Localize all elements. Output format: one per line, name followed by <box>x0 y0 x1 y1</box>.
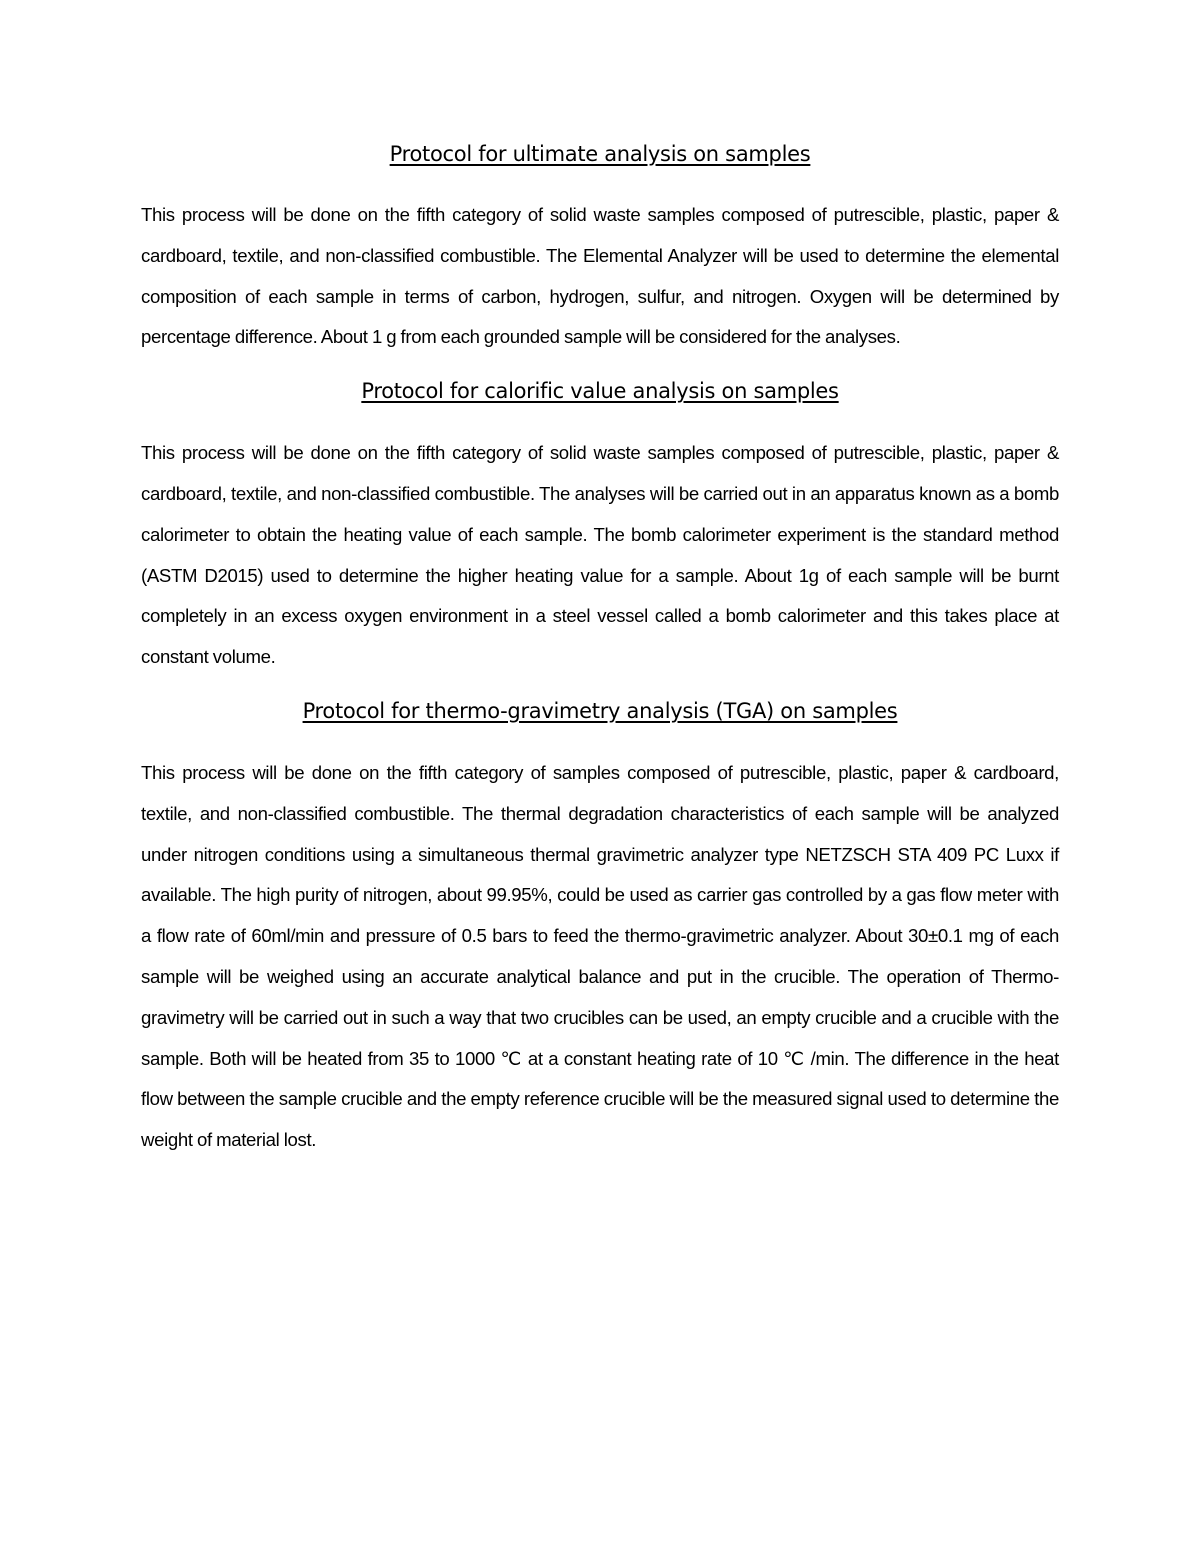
section-body-ultimate-analysis: This process will be done on the fifth category of solid waste samples composed of putrescible, plastic, paper & cardboard, textile, and non-classified combustible. The Elemental Analyzer will be used to determine the elemental composition of each sample in terms of carbon, hydrogen, sulfur, and nitrogen. Oxygen will be determined by percentage difference. About 1 g from each grounded sample will be considered for the analyses. <box>141 204 1059 348</box>
document-content <box>141 140 1059 1161</box>
section-body-calorific-value: This process will be done on the fifth category of solid waste samples composed of putrescible, plastic, paper & cardboard, textile, and non-classified combustible. The analyses will be carried out in an apparatus known as a bomb calorimeter to obtain the heating value of each sample. The bomb calorimeter experiment is the standard method (ASTM D2015) used to determine the higher heating value for a sample. About 1g of each sample will be burnt completely in an excess oxygen environment in a steel vessel called a bomb calorimeter and this takes place at constant volume. <box>141 442 1059 668</box>
section-heading-ultimate-analysis: Protocol for ultimate analysis on samples <box>389 142 811 166</box>
section-heading-tga: Protocol for thermo-gravimetry analysis (TGA) on samples <box>302 698 898 723</box>
section-body-tga: This process will be done on the fifth category of samples composed of putrescible, plastic, paper & cardboard, textile, and non-classified combustible. The thermal degradation characteristics of each sample will be analyzed under nitrogen conditions using a simultaneous thermal gravimetric analyzer type NETZSCH STA 409 PC Luxx if available. The high purity of nitrogen, about 99.95%, could be used as carrier gas controlled by a gas flow meter with a flow rate of 60ml/min and pressure of 0.5 bars to feed the thermo-gravimetric analyzer. About 30±0.1 mg of each sample will be weighed using an accurate analytical balance and put in the crucible. The operation of Thermo-gravimetry will be carried out in such a way that two crucibles can be used, an empty crucible and a crucible with the sample. Both will be heated from 35 to 1000 ℃ at a constant heating rate of 10 ℃ /min. The difference in the heat flow between the sample crucible and the empty reference crucible will be the measured signal used to determine the weight of material lost. <box>141 761 1059 1151</box>
section-heading-calorific-value: Protocol for calorific value analysis on samples <box>361 379 839 404</box>
